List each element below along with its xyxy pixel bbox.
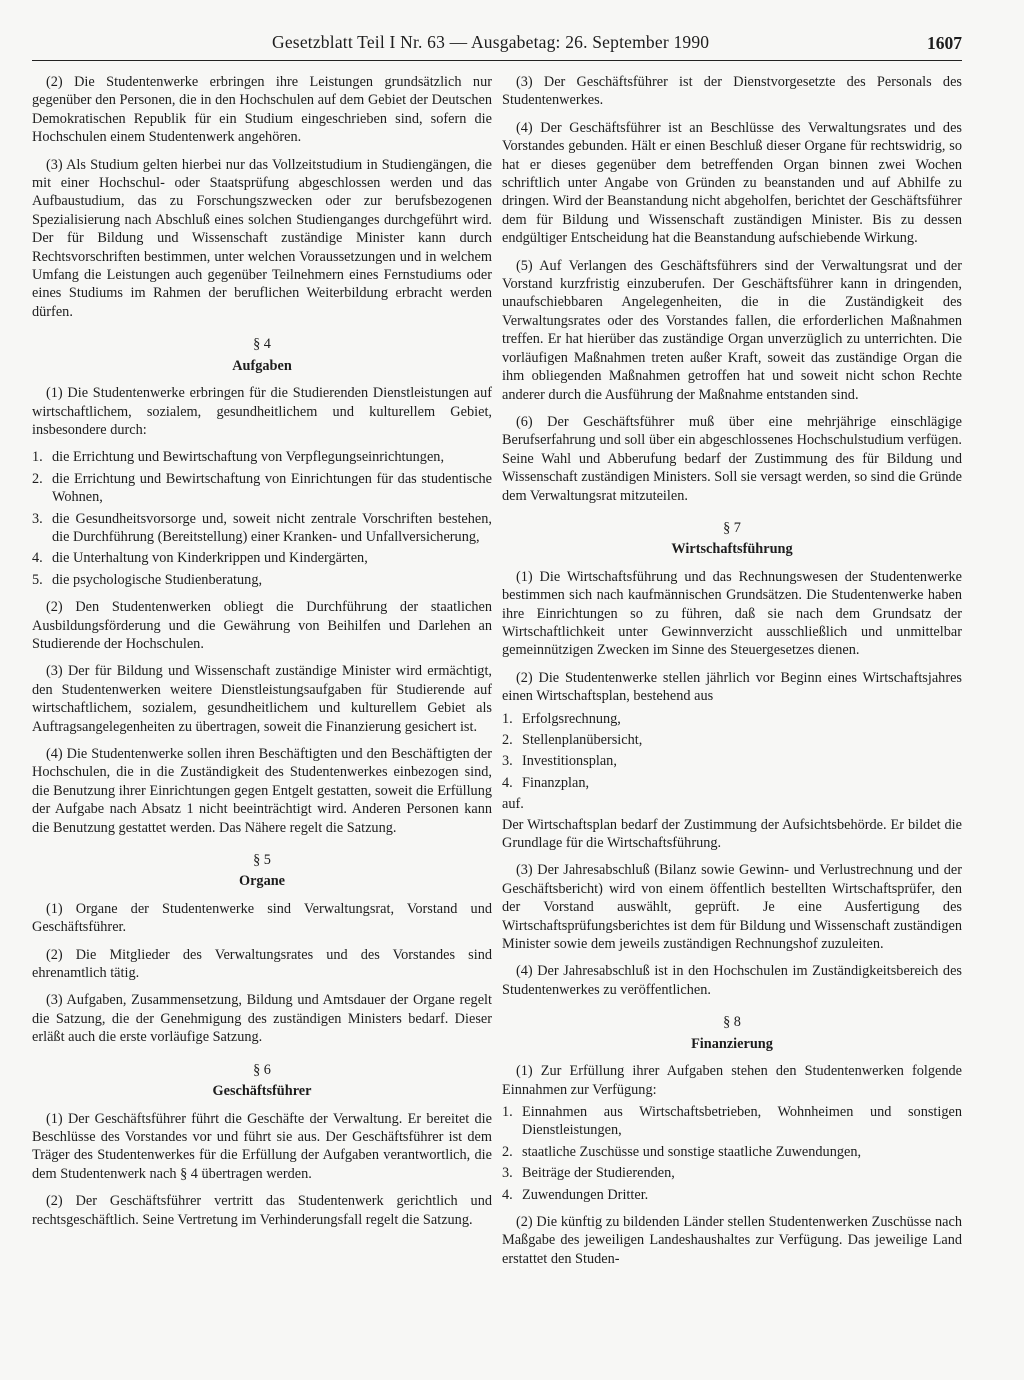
right-column <box>502 73 962 1277</box>
gazette-title: Gesetzblatt Teil I Nr. 63 — Ausgabetag: 26. September 1990 <box>272 32 710 52</box>
section-number: § 5 <box>253 852 271 869</box>
paragraph: (5) Auf Verlangen des Geschäftsführers sind der Verwaltungsrat und der Vorstand kurzfristig einzuberufen. Der Geschäftsführer kann in dringenden, unaufschiebbaren Angelegenheiten, die in die Zuständigkeit des Verwaltungsrates oder des Vorstandes fallen, die erforderlichen Maßnahmen treffen. Er hat hierüber das zuständige Organ unverzüglich zu unterrichten. Die vorläufigen Maßnahmen treten außer Kraft, soweit das zuständige Organ die ihm obliegenden Maßnahmen getroffen hat und soweit nicht schon Rechte anderer durch die Ausführung der Maßnahme entstanden sind. <box>502 257 962 403</box>
section-title: Aufgaben <box>232 357 292 374</box>
paragraph: (2) Die Studentenwerke stellen jährlich vor Beginn eines Wirtschaftsjahres einen Wirtschaftsplan, bestehend aus <box>502 669 962 705</box>
list-item: 2. Stellenplanübersicht, <box>502 732 643 748</box>
section-title: Organe <box>238 873 286 890</box>
list-item: 1. die Errichtung und Bewirtschaftung von Verpflegungseinrichtungen, <box>32 449 445 466</box>
plan-list <box>502 710 962 793</box>
section-number: § 7 <box>723 519 741 536</box>
paragraph: (1) Organe der Studentenwerke sind Verwaltungsrat, Vorstand und Geschäftsführer. <box>32 900 492 936</box>
section-number: § 8 <box>723 1014 741 1031</box>
list-item: 5. die psychologische Studienberatung, <box>32 571 263 588</box>
left-column <box>32 73 492 1238</box>
paragraph: (1) Der Geschäftsführer führt die Geschäfte der Verwaltung. Er bereitet die Beschlüsse des Vorstandes vor und führt sie aus. Der Geschäftsführer ist dem Träger des Studentenwerkes für die Erfüllung der Aufgaben verantwortlich, die dem Studentenwerk nach § 4 übertragen werden. <box>32 1110 492 1182</box>
section-number: § 4 <box>253 336 271 353</box>
section-number: § 6 <box>253 1061 271 1078</box>
paragraph: (4) Die Studentenwerke sollen ihren Beschäftigten und den Beschäftigten der Hochschulen, die in die Zuständigkeit des Studentenwerkes einbezogen sind, die Benutzung ihrer Einrichtungen gegen Entgelt gestatten, soweit die Erfüllung der Aufgabe nach Absatz 1 nicht beeinträchtigt wird. Anderen Personen kann die Benutzung gestattet werden. Das Nähere regelt die Satzung. <box>32 746 492 836</box>
list-item: 3. die Gesundheitsvorsorge und, soweit nicht zentrale Vorschriften bestehen, die Durchführung (Bereitstellung) einer Kranken- und Unfallversicherung, <box>32 510 492 545</box>
paragraph: Der Wirtschaftsplan bedarf der Zustimmung der Aufsichtsbehörde. Er bildet die Grundlage für die Wirtschaftsführung. <box>502 816 962 852</box>
section-title: Geschäftsführer <box>212 1083 312 1100</box>
page-number: 1607 <box>927 33 962 53</box>
list-item: 2. staatliche Zuschüsse und sonstige staatliche Zuwendungen, <box>502 1143 862 1160</box>
paragraph: (2) Den Studentenwerken obliegt die Durchführung der staatlichen Ausbildungsförderung und die Gewährung von Beihilfen und Darlehen an Studierende der Hochschulen. <box>32 599 492 652</box>
paragraph: (1) Die Studentenwerke erbringen für die Studierenden Dienstleistungen auf wirtschaftlichem, sozialem, gesundheitlichem und kulturellem Gebiet, insbesondere durch: <box>32 385 492 438</box>
list-item: 4. Zuwendungen Dritter. <box>502 1186 649 1203</box>
paragraph: (3) Aufgaben, Zusammensetzung, Bildung und Amtsdauer der Organe regelt die Satzung, die der Genehmigung des zuständigen Ministers bedarf. Dieser erläßt auch die erste vorläufige Satzung. <box>32 992 492 1046</box>
paragraph: (2) Der Geschäftsführer vertritt das Studentenwerk gerichtlich und rechtsgeschäftlich. Seine Vertretung im Verhinderungsfall regelt die Satzung. <box>32 1193 492 1228</box>
paragraph: (2) Die Mitglieder des Verwaltungsrates und des Vorstandes sind ehrenamtlich tätig. <box>32 946 492 982</box>
paragraph: (4) Der Geschäftsführer ist an Beschlüsse des Verwaltungsrates und des Vorstandes gebunden. Hält er einen Beschluß dieser Organe für rechtswidrig, so hat er dieses gegenüber dem betreffenden Organ binnen zwei Wochen schriftlich unter Angabe von Gründen zu beanstanden und auf Abhilfe zu dringen. Wird der Beanstandung nicht abgeholfen, berichtet der Geschäftsführer dem für Bildung und Wissenschaft zuständigen Minister. Bis zu dessen endgültiger Entscheidung hat die Beanstandung aufschiebende Wirkung. <box>502 119 962 247</box>
paragraph: (1) Die Wirtschaftsführung und das Rechnungswesen der Studentenwerke bestimmen sich nach kaufmännischen Grundsätzen. Die Studentenwerke haben ihre Einrichtungen so zu führen, daß sie nach dem Grundsatz der Wirtschaftlichkeit unter Gewinnverzicht ausschließlich und unmittelbar gemeinnützigen Zwecken im Sinne des Steuergesetzes dienen. <box>502 568 962 659</box>
paragraph: (2) Die künftig zu bildenden Länder stellen Studentenwerken Zuschüsse nach Maßgabe des jeweiligen Landeshaushaltes zur Verfügung. Das jeweilige Land erstattet den Studen- <box>502 1213 962 1267</box>
section-title: Finanzierung <box>691 1035 773 1052</box>
list-item: 3. Beiträge der Studierenden, <box>502 1165 675 1182</box>
paragraph: (2) Die Studentenwerke erbringen ihre Leistungen grundsätzlich nur gegenüber den Personen, die in den Hochschulen auf dem Gebiet der Deutschen Demokratischen Republik für ein Studium eingeschrieben sind, sofern die Hochschulen einem Studentenwerk angehören. <box>32 74 492 146</box>
list-item: 2. die Errichtung und Bewirtschaftung von Einrichtungen für das studentische Wohnen, <box>32 470 492 506</box>
page-header <box>32 30 962 61</box>
paragraph: (6) Der Geschäftsführer muß über eine mehrjährige einschlägige Berufserfahrung und soll über ein abgeschlossenes Hochschulstudium verfügen. Seine Wahl und Abberufung bedarf der Zustimmung des für Bildung und Wissenschaft zuständigen Ministers. Soll sie versagt werden, so sind die Gründe dem Verwaltungsrat mitzuteilen. <box>502 413 963 504</box>
paragraph: (4) Der Jahresabschluß ist in den Hochschulen im Zuständigkeitsbereich des Studentenwerkes zu veröffentlichen. <box>502 963 962 998</box>
list-item: 1. Erfolgsrechnung, <box>502 710 621 727</box>
paragraph: (3) Der Geschäftsführer ist der Dienstvorgesetzte des Personals des Studentenwerkes. <box>502 74 962 109</box>
paragraph: auf. <box>502 796 524 813</box>
paragraph: (3) Der für Bildung und Wissenschaft zuständige Minister wird ermächtigt, den Studentenwerken weitere Dienstleistungsaufgaben für Studierende auf wirtschaftlichem, sozialem, gesundheitlichem und kulturellem Gebiet als Auftragsangelegenheiten zu übertragen, soweit die Finanzierung gesichert ist. <box>32 663 492 735</box>
paragraph: (3) Als Studium gelten hierbei nur das Vollzeitstudium in Studiengängen, die mit einer Hochschul- oder Staatsprüfung abgeschlossen werden und das Aufbaustudium, das zu Forschungszwecken oder zur berufsbezogenen Spezialisierung nach Abschluß eines solchen Studienganges durchgeführt wird. Der für Bildung und Wissenschaft zuständige Minister kann durch Rechtsvorschriften bestimmen, unter welchen Voraussetzungen und in welchem Umfang die Leistungen auch gegenüber Teilnehmern eines Fernstudiums oder eines Studiums im Rahmen der beruflichen Weiterbildung erbracht werden dürfen. <box>32 156 492 320</box>
section-title: Wirtschaftsführung <box>671 541 793 558</box>
list-item: 1. Einnahmen aus Wirtschaftsbetrieben, Wohnheimen und sonstigen Dienstleistungen, <box>502 1103 962 1139</box>
list-item: 4. die Unterhaltung von Kinderkrippen und Kindergärten, <box>32 550 368 567</box>
paragraph: (1) Zur Erfüllung ihrer Aufgaben stehen den Studentenwerken folgende Einnahmen zur Verfügung: <box>502 1063 962 1098</box>
list-item: 3. Investitionsplan, <box>502 753 617 770</box>
task-list <box>32 448 492 589</box>
income-list <box>502 1103 962 1204</box>
paragraph: (3) Der Jahresabschluß (Bilanz sowie Gewinn- und Verlustrechnung und der Geschäftsbericht) wird von einem öffentlich bestellten Wirtschaftsprüfer, den der Vorstand auswählt, geprüft. Je eine Ausfertigung des Wirtschaftsprüfungsberichtes ist dem für Bildung und Wissenschaft zuständigen Minister sowie dem jeweils zuständigen Rechnungshof zuzuleiten. <box>502 862 962 953</box>
list-item: 4. Finanzplan, <box>502 774 590 791</box>
